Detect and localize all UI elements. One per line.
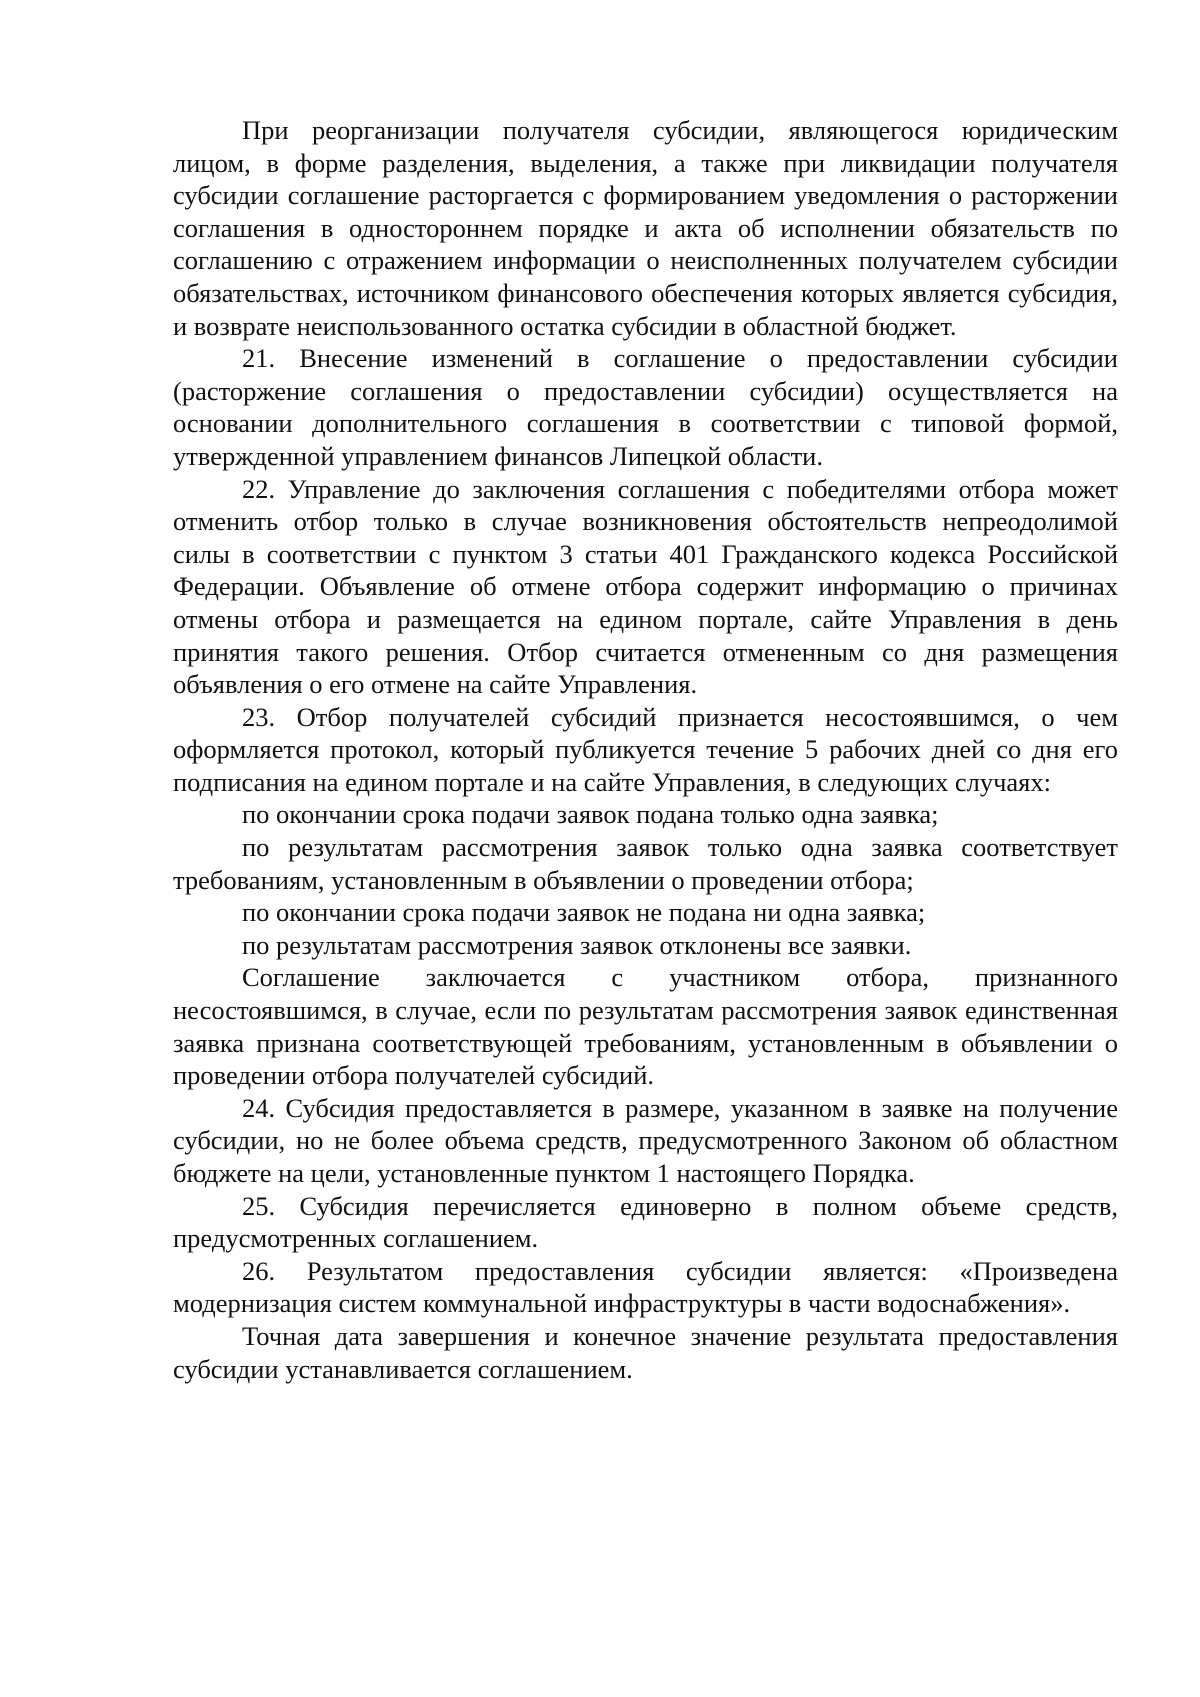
paragraph-26: 26. Результатом предоставления субсидии является: «Произведена модернизация систем коммунальной инфраструктуры в части водоснабжения». [173,1255,1118,1319]
paragraph-24: 24. Субсидия предоставляется в размере, указанном в заявке на получение субсидии, но не более объема средств, предусмотренного Законом об областном бюджете на цели, установленные пунктом 1 настоящего Порядка. [173,1092,1118,1188]
paragraph-23-case-2: по результатам рассмотрения заявок только одна заявка соответствует требованиям, установленным в объявлении о проведении отбора; [173,832,1118,895]
paragraph-23-case-1: по окончании срока подачи заявок подана только одна заявка; [242,799,939,830]
document-body [173,114,1118,1385]
paragraph-23-case-3: по окончании срока подачи заявок не подана ни одна заявка; [242,897,926,928]
paragraph-23: 23. Отбор получателей субсидий признается несостоявшимся, о чем оформляется протокол, который публикуется течение 5 рабочих дней со дня его подписания на едином портале и на сайте Управления, в следующих случаях: [173,701,1118,797]
paragraph-reorganization: При реорганизации получателя субсидии, являющегося юридическим лицом, в форме разделения, выделения, а также при ликвидации получателя субсидии соглашение расторгается с формированием уведомления о расторжении соглашения в одностороннем порядке и акта об исполнении обязательств по соглашению с отражением информации о неисполненных получателем субсидии обязательствах, источником финансового обеспечения которых является субсидия, и возврате неиспользованного остатка субсидии в областной бюджет. [173,115,1118,341]
paragraph-25: 25. Субсидия перечисляется единоверно в полном объеме средств, предусмотренных соглашением. [173,1190,1118,1254]
paragraph-22: 22. Управление до заключения соглашения с победителями отбора может отменить отбор только в случае возникновения обстоятельств непреодолимой силы в соответствии с пунктом 3 статьи 401 Гражданского кодекса Российской Федерации. Объявление об отмене отбора содержит информацию о причинах отмены отбора и размещается на едином портале, сайте Управления в день принятия такого решения. Отбор считается отмененным со дня размещения объявления о его отмене на сайте Управления. [173,473,1118,700]
paragraph-result-date: Точная дата завершения и конечное значение результата предоставления субсидии устанавливается соглашением. [173,1320,1118,1384]
paragraph-23-case-4: по результатам рассмотрения заявок отклонены все заявки. [242,929,912,960]
paragraph-agreement: Соглашение заключается с участником отбора, признанного несостоявшимся, в случае, если по результатам рассмотрения заявок единственная заявка признана соответствующей требованиям, установленным в объявлении о проведении отбора получателей субсидий. [173,962,1118,1091]
paragraph-21: 21. Внесение изменений в соглашение о предоставлении субсидии (расторжение соглашения о предоставлении субсидии) осуществляется на основании дополнительного соглашения в соответствии с типовой формой, утвержденной управлением финансов Липецкой области. [173,343,1118,471]
